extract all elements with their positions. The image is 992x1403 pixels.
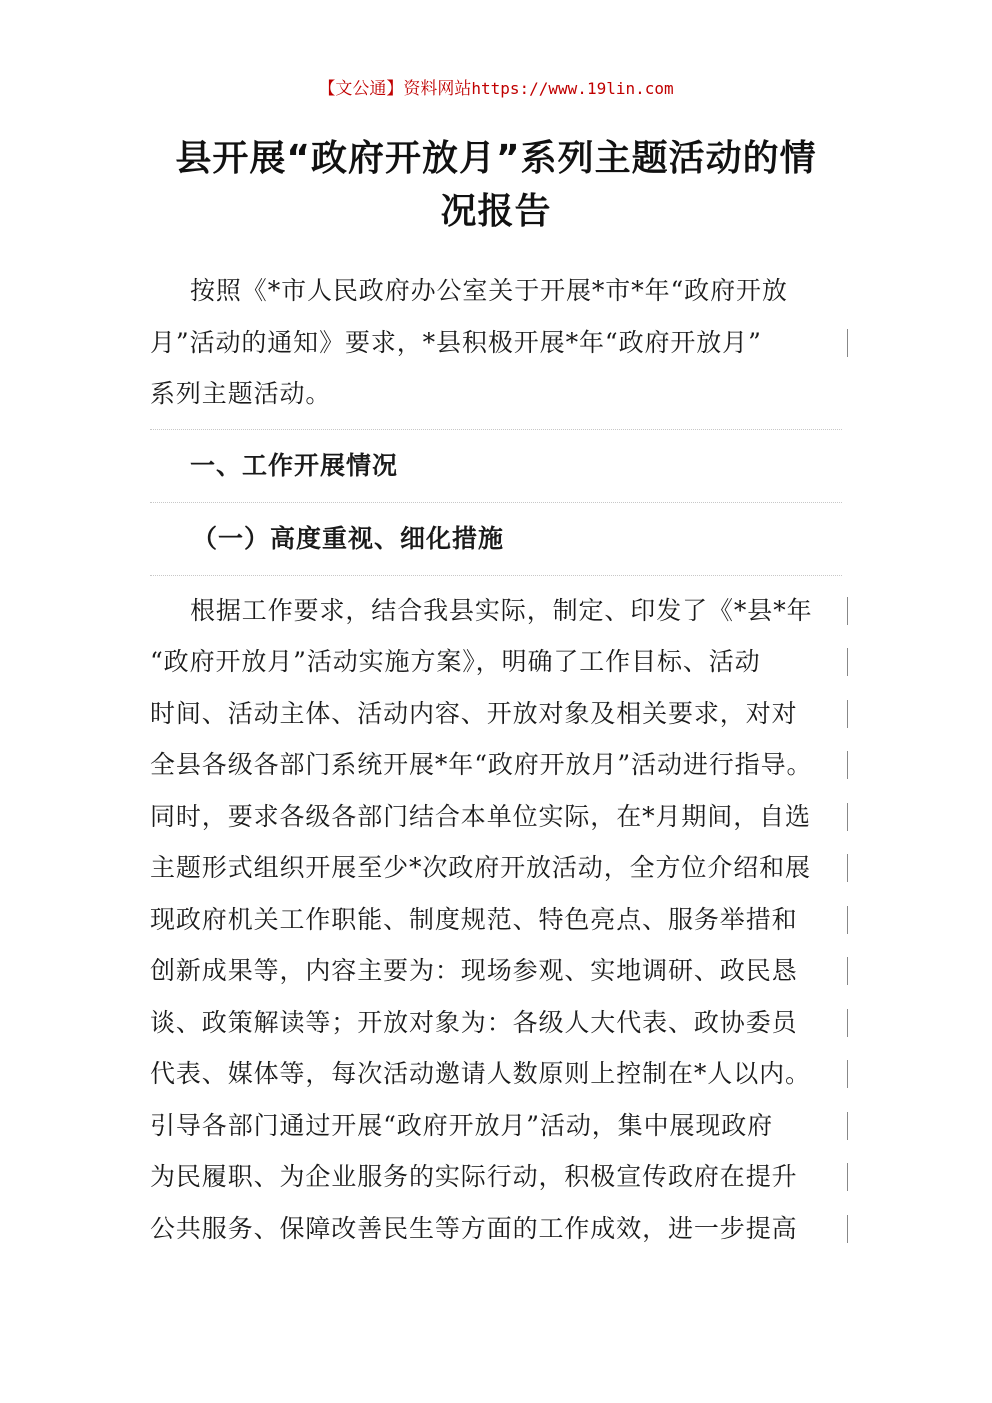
body-line: 引导各部门通过开展“政府开放月”活动，集中展现政府 (150, 1100, 842, 1152)
body-line: 创新成果等，内容主要为：现场参观、实地调研、政民恳 (150, 945, 842, 997)
title-line-2: 况报告 (440, 191, 552, 232)
body-line: 主题形式组织开展至少*次政府开放活动，全方位介绍和展 (150, 842, 842, 894)
body-line: 现政府机关工作职能、制度规范、特色亮点、服务举措和 (150, 894, 842, 946)
body-line: 时间、活动主体、活动内容、开放对象及相关要求，对对 (150, 688, 842, 740)
intro-line: 系列主题活动。 (150, 379, 332, 408)
body-line: 为民履职、为企业服务的实际行动，积极宣传政府在提升 (150, 1151, 842, 1203)
body-line: 全县各级各部门系统开展*年“政府开放月”活动进行指导。 (150, 739, 842, 791)
document-body (150, 265, 842, 1254)
subsection-heading: （一）高度重视、细化措施 (192, 523, 505, 553)
body-line: 同时，要求各级各部门结合本单位实际，在*月期间，自选 (150, 791, 842, 843)
paragraph-divider (150, 575, 842, 576)
document-title (150, 132, 842, 238)
body-line: 公共服务、保障改善民生等方面的工作成效，进一步提高 (150, 1203, 842, 1255)
body-line: 代表、媒体等，每次活动邀请人数原则上控制在*人以内。 (150, 1048, 842, 1100)
site-url[interactable]: https://www.19lin.com (471, 79, 674, 98)
intro-line: 月”活动的通知》要求，*县积极开展*年“政府开放月” (150, 317, 842, 369)
section-heading: 一、工作开展情况 (190, 450, 399, 480)
site-brand: 【文公通】资料网站 (318, 79, 472, 99)
title-line-1: 县开展“政府开放月”系列主题活动的情 (175, 138, 817, 179)
intro-line: 按照《*市人民政府办公室关于开展*市*年“政府开放 (190, 276, 788, 305)
body-line: 根据工作要求，结合我县实际，制定、印发了《*县*年 (150, 585, 842, 637)
body-line: “政府开放月”活动实施方案》，明确了工作目标、活动 (150, 636, 842, 688)
body-line: 谈、政策解读等；开放对象为：各级人大代表、政协委员 (150, 997, 842, 1049)
paragraph-divider (150, 429, 842, 430)
site-header (0, 74, 992, 99)
paragraph-divider (150, 502, 842, 503)
